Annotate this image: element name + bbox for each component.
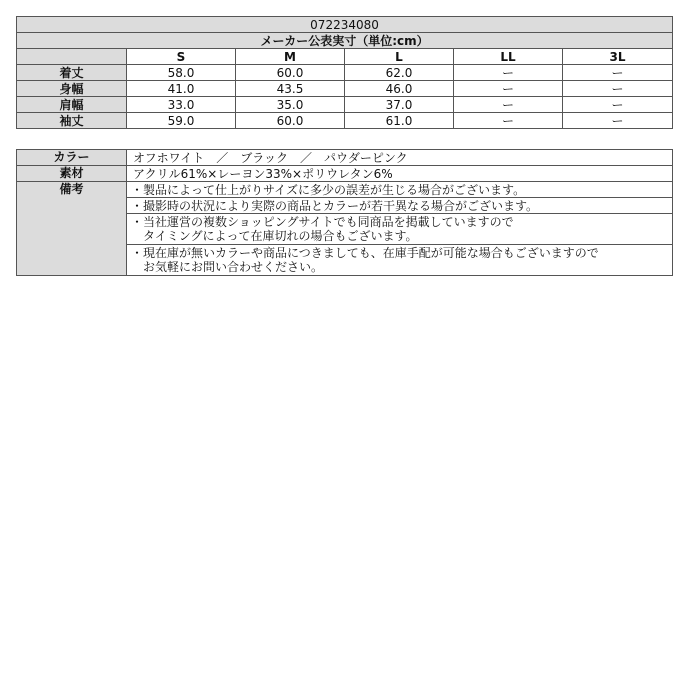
- cell-value: 43.5: [236, 81, 345, 97]
- cell-value: 41.0: [127, 81, 236, 97]
- notes-label: 備考: [17, 182, 127, 276]
- size-header-3l: 3L: [563, 49, 673, 65]
- size-header-m: M: [236, 49, 345, 65]
- note-line: ・撮影時の状況により実際の商品とカラーが若干異なる場合がございます。: [131, 198, 539, 213]
- cell-value: ー: [563, 113, 673, 129]
- size-header-row: [17, 49, 673, 65]
- product-code: 072234080: [17, 17, 673, 33]
- row-label-width: 身幅: [17, 81, 127, 97]
- size-header-ll: LL: [454, 49, 563, 65]
- note-line: ・現在庫が無いカラーや商品につきましても、在庫手配が可能な場合もございますので: [131, 246, 599, 260]
- material-label: 素材: [17, 166, 127, 182]
- cell-value: 61.0: [345, 113, 454, 129]
- cell-value: ー: [454, 81, 563, 97]
- row-label-length: 着丈: [17, 65, 127, 81]
- size-header-corner: [17, 49, 127, 65]
- cell-value: ー: [454, 97, 563, 113]
- row-label-sleeve: 袖丈: [17, 113, 127, 129]
- size-table-subtitle: メーカー公表実寸（単位:cm）: [17, 33, 673, 49]
- cell-value: 58.0: [127, 65, 236, 81]
- table-row: [17, 65, 673, 81]
- info-table: [16, 149, 673, 276]
- cell-value: ー: [563, 81, 673, 97]
- cell-value: 60.0: [236, 113, 345, 129]
- material-value: アクリル61%×レーヨン33%×ポリウレタン6%: [127, 166, 673, 182]
- note-item: [127, 214, 673, 245]
- cell-value: ー: [454, 113, 563, 129]
- color-value: オフホワイト ／ ブラック ／ パウダーピンク: [127, 150, 673, 166]
- cell-value: 37.0: [345, 97, 454, 113]
- note-line: タイミングによって在庫切れの場合もございます。: [131, 229, 418, 243]
- size-header-l: L: [345, 49, 454, 65]
- note-line: お気軽にお問い合わせください。: [131, 260, 324, 274]
- note-line: ・当社運営の複数ショッピングサイトでも同商品を掲載していますので: [131, 215, 514, 229]
- cell-value: 33.0: [127, 97, 236, 113]
- cell-value: 60.0: [236, 65, 345, 81]
- cell-value: 35.0: [236, 97, 345, 113]
- note-item: [127, 245, 673, 276]
- table-row: [17, 81, 673, 97]
- cell-value: ー: [454, 65, 563, 81]
- table-row: [17, 113, 673, 129]
- cell-value: 62.0: [345, 65, 454, 81]
- note-item: [127, 198, 673, 214]
- table-row: [17, 97, 673, 113]
- cell-value: 46.0: [345, 81, 454, 97]
- color-label: カラー: [17, 150, 127, 166]
- cell-value: ー: [563, 97, 673, 113]
- cell-value: ー: [563, 65, 673, 81]
- note-line: ・製品によって仕上がりサイズに多少の誤差が生じる場合がございます。: [131, 182, 526, 197]
- cell-value: 59.0: [127, 113, 236, 129]
- size-header-s: S: [127, 49, 236, 65]
- size-table: [16, 16, 673, 129]
- row-label-shoulder: 肩幅: [17, 97, 127, 113]
- note-item: [127, 182, 673, 198]
